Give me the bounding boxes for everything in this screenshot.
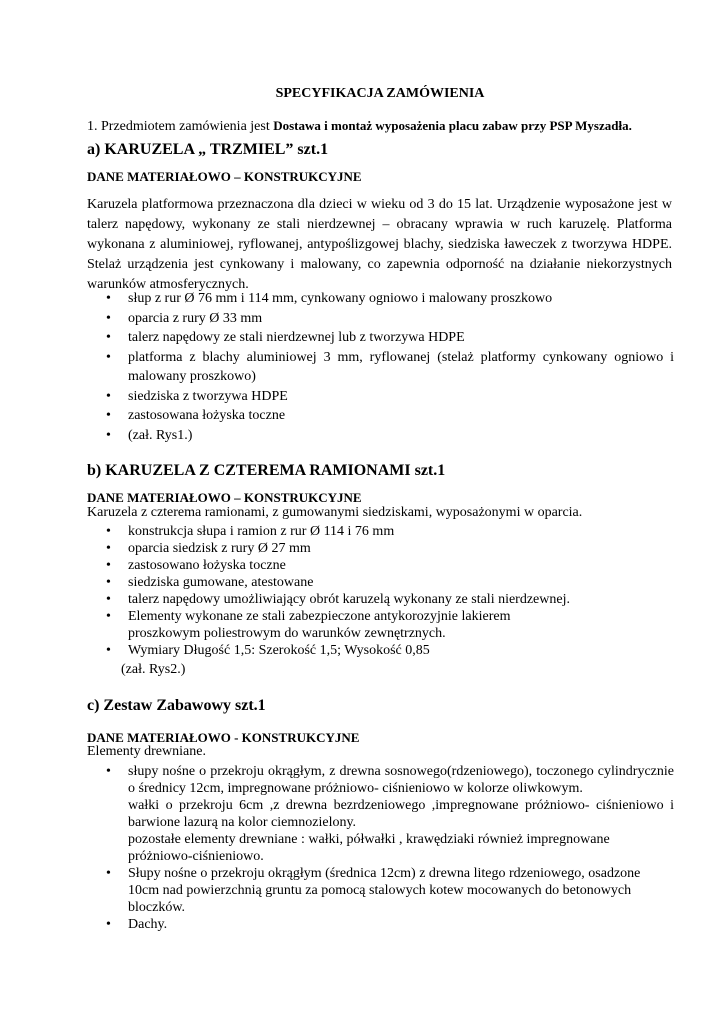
list-item-subtext: pozostałe elementy drewniane : wałki, półwałki , krawędziaki również impregnowane próżniowo-ciśnieniowo. [128, 832, 610, 864]
bullet-icon: • [106, 408, 111, 423]
list-item: • talerz napędowy ze stali nierdzewnej lub z tworzywa HDPE [104, 328, 674, 348]
list-item: • oparcia z rury Ø 33 mm [104, 309, 674, 329]
section-c-list [104, 763, 674, 933]
bullet-icon: • [106, 310, 111, 326]
bullet-icon: • [106, 643, 111, 658]
section-b-heading: b) KARUZELA Z CZTEREMA RAMIONAMI szt.1 [87, 462, 446, 479]
bullet-icon: • [106, 592, 111, 607]
list-item: • (zał. Rys1.) [104, 426, 674, 446]
bullet-icon: • [106, 291, 111, 306]
section-b-paragraph: Karuzela z czterema ramionami, z gumowanymi siedziskami, wyposażonymi w oparcia. [87, 505, 583, 520]
bullet-icon: • [106, 866, 111, 881]
bullet-icon: • [106, 388, 111, 404]
list-item [104, 763, 674, 865]
bullet-icon: • [106, 609, 111, 624]
list-item: • Słupy nośne o przekroju okrągłym (średnica 12cm) z drewna litego rdzeniowego, osadzone 10cm nad powierzchnią gruntu za pomocą stalowych kotew mocowanych do betonowych bloczków. [106, 866, 641, 915]
bullet-icon: • [106, 349, 111, 365]
intro-line [87, 118, 632, 135]
list-item: • Elementy wykonane ze stali zabezpieczone antykorozyjnie lakierem proszkowym poliestrowym do warunków zewnętrznych. [106, 609, 511, 641]
list-item: • oparcia siedzisk z rury Ø 27 mm [106, 541, 311, 556]
bullet-icon: • [106, 917, 111, 932]
intro-subject: Dostawa i montaż wyposażenia placu zabaw przy PSP Myszadła. [273, 118, 632, 133]
list-item: • siedziska z tworzywa HDPE [104, 387, 674, 407]
section-c-subheading: DANE MATERIAŁOWO - KONSTRUKCYJNE [87, 730, 360, 745]
list-item: • słup z rur Ø 76 mm i 114 mm, cynkowany ogniowo i malowany proszkowo [104, 289, 674, 309]
section-a-list [104, 289, 674, 445]
section-b-subheading: DANE MATERIAŁOWO – KONSTRUKCYJNE [87, 490, 362, 505]
list-item: • konstrukcja słupa i ramion z rur Ø 114 i 76 mm [106, 524, 395, 539]
bullet-icon: • [106, 524, 111, 539]
list-item: • talerz napędowy umożliwiający obrót karuzelą wykonany ze stali nierdzewnej. [106, 592, 570, 607]
document-title: SPECYFIKACJA ZAMÓWIENIA [275, 86, 485, 101]
bullet-icon: • [106, 427, 111, 443]
list-item: • Dachy. [106, 917, 168, 932]
bullet-icon: • [106, 764, 111, 779]
list-item-text: słupy nośne o przekroju okrągłym, z drewna sosnowego(rdzeniowego), toczonego cylindrycznie o średnicy 12cm, impregnowane próżniowo- ciśnieniowo w kolorze oliwkowym. [128, 764, 674, 796]
bullet-icon: • [106, 330, 111, 345]
section-a-subheading: DANE MATERIAŁOWO – KONSTRUKCYJNE [87, 169, 362, 184]
section-a-heading: a) KARUZELA „ TRZMIEL” szt.1 [87, 141, 329, 158]
list-item: • zastosowana łożyska toczne [104, 406, 674, 426]
list-item: • zastosowano łożyska toczne [106, 558, 286, 573]
section-b-note: (zał. Rys2.) [121, 662, 186, 677]
list-item: • Wymiary Długość 1,5: Szerokość 1,5; Wysokość 0,85 [106, 643, 430, 658]
list-item: • siedziska gumowane, atestowane [106, 575, 314, 590]
section-a-paragraph: Karuzela platformowa przeznaczona dla dzieci w wieku od 3 do 15 lat. Urządzenie wyposażone jest w talerz napędowy, wykonany ze stali nierdzewnej – obracany wprawia w ruch karuzelę. Platforma wykonana z aluminiowej, ryflowanej, antypoślizgowej blachy, siedziska ławeczek z tworzywa HDPE. Stelaż urządzenia jest cynkowany i malowany, co zapewnia odporność na działanie niekorzystnych warunków atmosferycznych. [87, 197, 672, 292]
section-c-heading: c) Zestaw Zabawowy szt.1 [87, 697, 266, 714]
list-item-subtext: wałki o przekroju 6cm ,z drewna bezrdzeniowego ,impregnowane próżniowo- ciśnieniowo i barwione lazurą na kolor ciemnozielony. [128, 798, 674, 830]
bullet-icon: • [106, 558, 111, 573]
bullet-icon: • [106, 575, 111, 590]
section-c-intro: Elementy drewniane. [87, 744, 206, 759]
intro-prefix: 1. Przedmiotem zamówienia jest [87, 119, 274, 134]
bullet-icon: • [106, 541, 111, 556]
list-item: • platforma z blachy aluminiowej 3 mm, ryflowanej (stelaż platformy cynkowany ogniowo i malowany proszkowo) [106, 349, 674, 384]
section-b-list [104, 523, 674, 659]
